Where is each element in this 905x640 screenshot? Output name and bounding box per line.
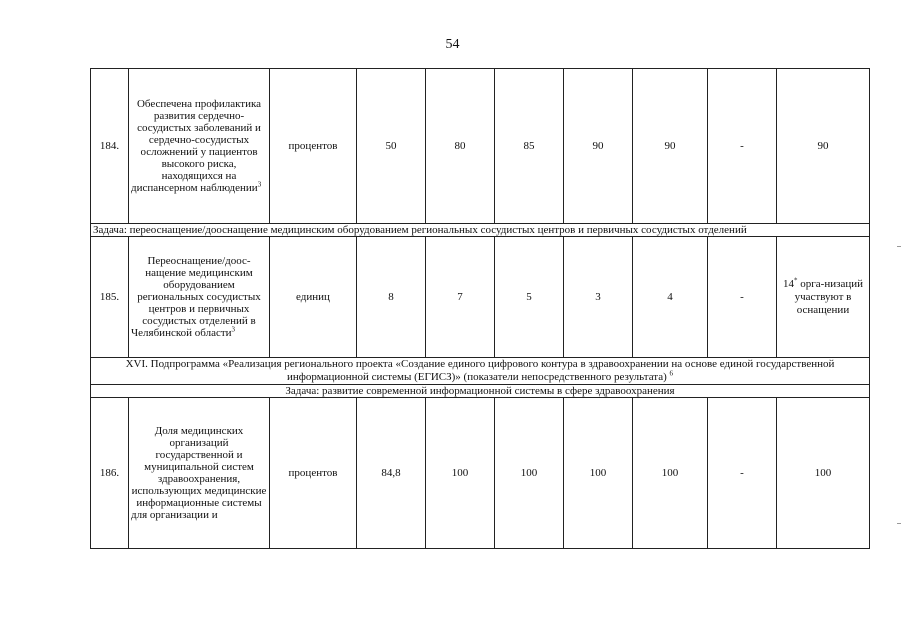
task-row	[91, 224, 870, 237]
value-cell: 100	[426, 398, 495, 549]
indicator-name: Доля медицинских организаций государственной и муниципальной систем здравоохранения, использующих медицинские информационные системы для организации и	[129, 398, 270, 549]
value-cell: 100	[633, 398, 708, 549]
value-cell: 8	[357, 237, 426, 358]
scan-edge-mark	[897, 246, 901, 247]
subprogram-heading: XVI. Подпрограмма «Реализация регионального проекта «Создание единого цифрового контура в здравоохранении на основе единой государственной информационной системы (ЕГИСЗ)» (показатели непосредственного результата) $^6$	[91, 358, 870, 385]
unit-cell: процентов	[270, 69, 357, 224]
row-number: 185.	[91, 237, 129, 358]
value-cell: -	[708, 237, 777, 358]
value-cell: 90	[633, 69, 708, 224]
subprogram-row	[91, 358, 870, 385]
value-cell: 84,8	[357, 398, 426, 549]
total-cell: 90	[777, 69, 870, 224]
table-row	[91, 398, 870, 549]
value-cell: 5	[495, 237, 564, 358]
unit-cell: единиц	[270, 237, 357, 358]
indicator-name: Переоснащение/доос-нащение медицинским оборудованием региональных сосудистых центров и первичных сосудистых отделений в Челябинской области$^3$	[129, 237, 270, 358]
page-number: 54	[445, 37, 460, 52]
value-cell: 90	[564, 69, 633, 224]
indicator-name: Обеспечена профилактика развития сердечно-сосудистых заболеваний и сердечно-сосудистых осложнений у пациентов высокого риска, находящихся на диспансерном наблюдении$^3$	[129, 69, 270, 224]
table-row	[91, 69, 870, 224]
total-note-cell: 14* орга-низаций участвуют в оснащении	[777, 237, 870, 358]
row-number: 186.	[91, 398, 129, 549]
task-row	[91, 385, 870, 398]
value-cell: 80	[426, 69, 495, 224]
table-row	[91, 237, 870, 358]
unit-cell: процентов	[270, 398, 357, 549]
total-cell: 100	[777, 398, 870, 549]
value-cell: 85	[495, 69, 564, 224]
value-cell: 3	[564, 237, 633, 358]
task-heading: Задача: переоснащение/дооснащение медицинским оборудованием региональных сосудистых центров и первичных сосудистых отделений	[91, 224, 870, 237]
row-number: 184.	[91, 69, 129, 224]
indicators-table	[90, 68, 870, 549]
value-cell: -	[708, 398, 777, 549]
value-cell: -	[708, 69, 777, 224]
value-cell: 100	[495, 398, 564, 549]
value-cell: 50	[357, 69, 426, 224]
scan-edge-mark	[897, 523, 901, 524]
value-cell: 100	[564, 398, 633, 549]
value-cell: 4	[633, 237, 708, 358]
task-heading: Задача: развитие современной информационной системы в сфере здравоохранения	[91, 385, 870, 398]
value-cell: 7	[426, 237, 495, 358]
